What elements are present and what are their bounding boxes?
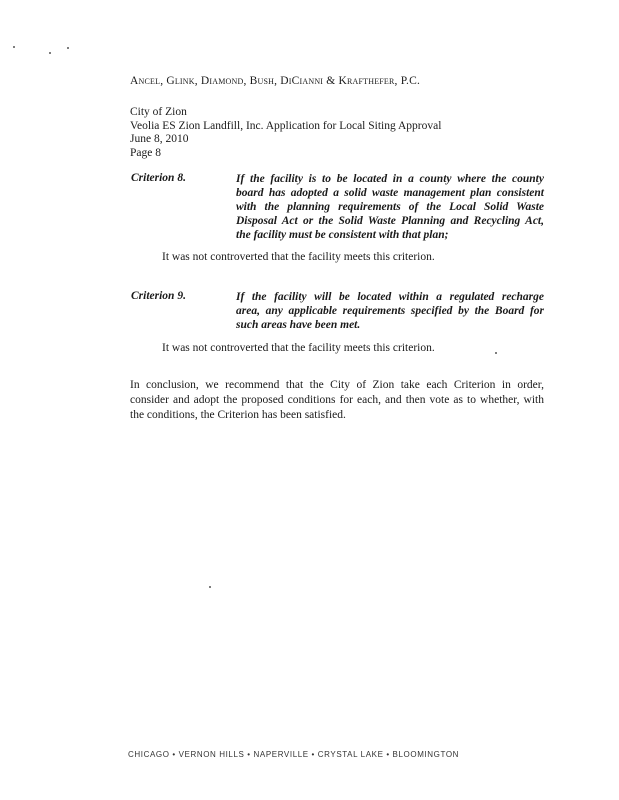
recipient-line1: City of Zion xyxy=(130,106,187,118)
scan-speck xyxy=(209,586,211,588)
scan-speck xyxy=(495,352,497,354)
criterion-9-label: Criterion 9. xyxy=(131,290,186,302)
conclusion-paragraph xyxy=(130,378,544,423)
criterion-8-label: Criterion 8. xyxy=(131,172,186,184)
conclusion-line: the conditions, the Criterion has been satisfied. xyxy=(130,409,346,421)
recipient-line2: Veolia ES Zion Landfill, Inc. Application for Local Siting Approval xyxy=(130,119,442,132)
scan-speck xyxy=(13,46,15,48)
conclusion-line: consider and adopt the proposed conditions for each, and then vote as to whether, with xyxy=(130,394,544,406)
scan-speck xyxy=(67,47,69,49)
criterion-8-line: If the facility is to be located in a county where the county xyxy=(236,173,544,185)
criterion-8-text xyxy=(236,172,544,242)
criterion-8-line: Disposal Act or the Solid Waste Planning and Recycling Act, xyxy=(236,215,544,227)
letter-date: June 8, 2010 xyxy=(130,133,189,145)
criterion-8-line: the facility must be consistent with that plan; xyxy=(236,229,449,241)
criterion-9-text xyxy=(236,290,544,332)
criterion-8-note: It was not controverted that the facility meets this criterion. xyxy=(162,251,435,263)
letterhead: Ancel, Glink, Diamond, Bush, DiCianni & Krafthefer, P.C. xyxy=(130,75,421,87)
criterion-8-line: with the planning requirements of the Local Solid Waste xyxy=(236,201,544,213)
page-number: Page 8 xyxy=(130,146,161,159)
scan-speck xyxy=(49,52,51,54)
criterion-8-line: board has adopted a solid waste management plan consistent xyxy=(236,187,544,199)
footer-offices: CHICAGO • VERNON HILLS • NAPERVILLE • CRYSTAL LAKE • BLOOMINGTON xyxy=(128,750,460,759)
criterion-9-line: If the facility will be located within a regulated recharge xyxy=(236,291,544,303)
criterion-9-line: such areas have been met. xyxy=(236,319,361,331)
criterion-9-note: It was not controverted that the facility meets this criterion. xyxy=(162,342,435,354)
criterion-9-line: area, any applicable requirements specified by the Board for xyxy=(236,305,544,317)
conclusion-line: In conclusion, we recommend that the City of Zion take each Criterion in order, xyxy=(130,379,544,391)
